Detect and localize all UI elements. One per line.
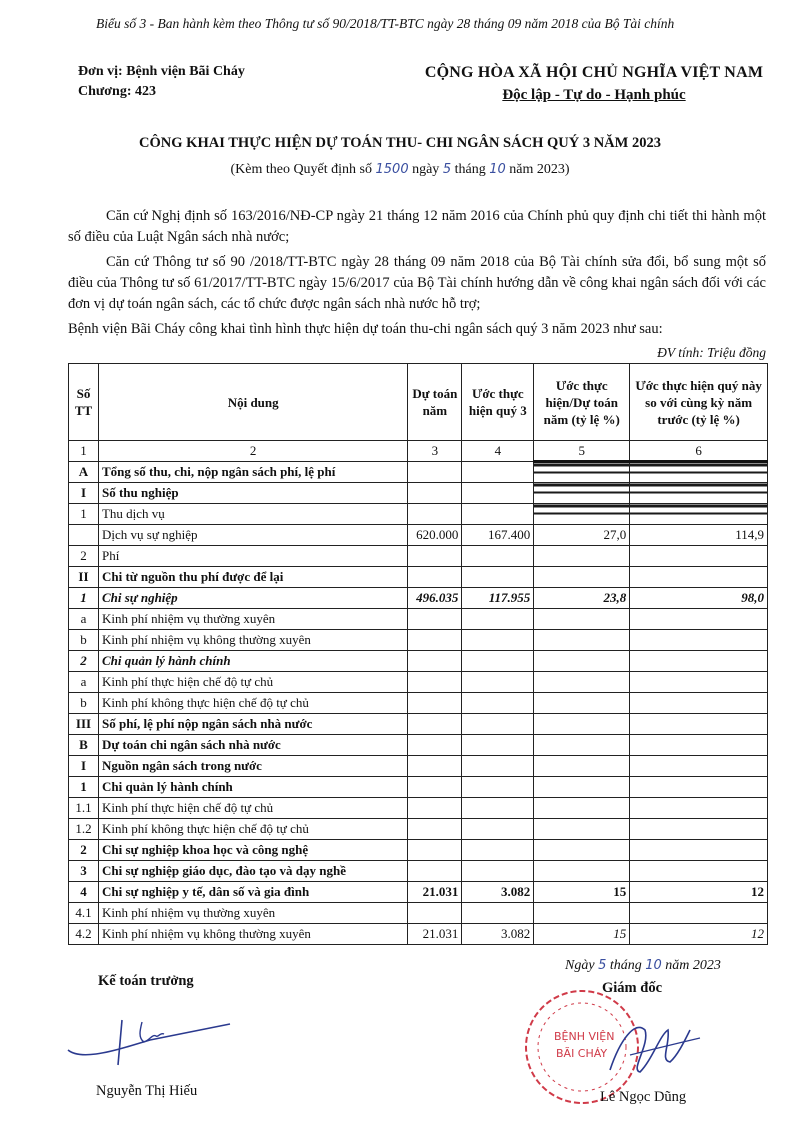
chapter-line: Chương: 423 <box>78 84 156 99</box>
row-annual-budget <box>408 735 462 756</box>
row-ratio-budget: 23,8 <box>534 588 630 609</box>
national-header <box>424 62 764 106</box>
date-mid: tháng <box>609 958 642 973</box>
row-stt: A <box>69 462 99 483</box>
index-row <box>69 441 768 462</box>
issuance-note: Biểu số 3 - Ban hành kèm theo Thông tư số 90/2018/TT-BTC ngày 28 tháng 09 năm 2018 của Bộ Tài chính <box>96 16 675 31</box>
row-q3-estimate <box>462 462 534 483</box>
row-q3-estimate <box>462 777 534 798</box>
row-stt: 4.1 <box>69 903 99 924</box>
row-q3-estimate <box>462 903 534 924</box>
row-ratio-prev-year <box>630 693 768 714</box>
row-annual-budget <box>408 567 462 588</box>
nation-motto: Độc lập - Tự do - Hạnh phúc <box>502 87 686 103</box>
row-q3-estimate <box>462 672 534 693</box>
row-content: Chi từ nguồn thu phí được để lại <box>98 567 407 588</box>
header-stt: Số TT <box>69 364 99 441</box>
nation-name: CỘNG HÒA XÃ HỘI CHỦ NGHĨA VIỆT NAM <box>424 64 764 81</box>
row-ratio-budget <box>534 546 630 567</box>
row-content: Chi quản lý hành chính <box>98 651 407 672</box>
row-stt: 1.2 <box>69 819 99 840</box>
stamp-line-2: BÃI CHÁY <box>556 1047 608 1060</box>
row-content: Phí <box>98 546 407 567</box>
row-stt: I <box>69 756 99 777</box>
row-annual-budget: 21.031 <box>408 924 462 945</box>
row-ratio-prev-year <box>630 819 768 840</box>
row-q3-estimate <box>462 861 534 882</box>
table-row <box>69 588 768 609</box>
table-row <box>69 861 768 882</box>
row-annual-budget <box>408 840 462 861</box>
table-row <box>69 672 768 693</box>
row-content: Chi sự nghiệp giáo dục, đào tạo và dạy nghề <box>98 861 407 882</box>
row-ratio-prev-year <box>630 462 768 483</box>
row-ratio-prev-year <box>630 756 768 777</box>
row-ratio-budget <box>534 462 630 483</box>
subtitle-mid2: tháng <box>454 162 486 177</box>
row-q3-estimate: 117.955 <box>462 588 534 609</box>
row-annual-budget <box>408 462 462 483</box>
subtitle-suffix: năm 2023) <box>509 162 570 177</box>
row-ratio-budget <box>534 672 630 693</box>
row-annual-budget <box>408 630 462 651</box>
row-ratio-prev-year <box>630 567 768 588</box>
row-content: Kinh phí nhiệm vụ không thường xuyên <box>98 924 407 945</box>
row-content: Kinh phí không thực hiện chế độ tự chủ <box>98 693 407 714</box>
row-q3-estimate <box>462 483 534 504</box>
row-content: Chi sự nghiệp <box>98 588 407 609</box>
row-ratio-budget <box>534 567 630 588</box>
header-content: Nội dung <box>98 364 407 441</box>
row-annual-budget <box>408 819 462 840</box>
header-ratio-prev-year: Ước thực hiện quý này so với cùng kỳ năm trước (tỷ lệ %) <box>630 364 768 441</box>
row-ratio-budget <box>534 693 630 714</box>
index-cell: 6 <box>630 441 768 462</box>
legal-basis-paragraph-2: Căn cứ Thông tư số 90 /2018/TT-BTC ngày 28 tháng 09 năm 2018 của Bộ Tài chính sửa đổi, bổ sung một số điều của Thông tư số 61/2017/TT-BTC ngày 15/6/2017 của Bộ Tài chính hướng dẫn về công khai ngân sách đối với các đơn vị dự toán ngân sách, các tổ chức được ngân sách nhà nước hỗ trợ; <box>68 254 766 312</box>
table-row <box>69 651 768 672</box>
budget-table <box>68 363 768 945</box>
row-content: Nguồn ngân sách trong nước <box>98 756 407 777</box>
director-name: Lê Ngọc Dũng <box>600 1089 687 1105</box>
row-ratio-prev-year <box>630 798 768 819</box>
row-ratio-prev-year: 12 <box>630 882 768 903</box>
row-ratio-prev-year <box>630 777 768 798</box>
row-stt: 1.1 <box>69 798 99 819</box>
table-row <box>69 630 768 651</box>
decision-day: 5 <box>442 162 452 177</box>
row-stt <box>69 525 99 546</box>
row-annual-budget <box>408 609 462 630</box>
director-title: Giám đốc <box>602 980 663 996</box>
row-content: Chi sự nghiệp y tế, dân số và gia đình <box>98 882 407 903</box>
row-content: Chi quản lý hành chính <box>98 777 407 798</box>
row-annual-budget <box>408 693 462 714</box>
subtitle-mid1: ngày <box>412 162 440 177</box>
row-ratio-prev-year <box>630 483 768 504</box>
row-ratio-budget: 15 <box>534 882 630 903</box>
row-annual-budget: 496.035 <box>408 588 462 609</box>
row-ratio-prev-year <box>630 861 768 882</box>
row-q3-estimate <box>462 714 534 735</box>
row-stt: b <box>69 693 99 714</box>
table-row <box>69 693 768 714</box>
row-content: Kinh phí không thực hiện chế độ tự chủ <box>98 819 407 840</box>
row-ratio-budget <box>534 504 630 525</box>
row-q3-estimate <box>462 546 534 567</box>
table-row <box>69 525 768 546</box>
row-stt: 1 <box>69 588 99 609</box>
row-ratio-prev-year <box>630 651 768 672</box>
table-row <box>69 462 768 483</box>
row-ratio-prev-year: 98,0 <box>630 588 768 609</box>
row-annual-budget <box>408 903 462 924</box>
row-ratio-budget <box>534 735 630 756</box>
row-stt: b <box>69 630 99 651</box>
row-ratio-budget <box>534 756 630 777</box>
row-ratio-prev-year <box>630 630 768 651</box>
row-ratio-prev-year <box>630 714 768 735</box>
row-q3-estimate: 3.082 <box>462 924 534 945</box>
row-ratio-prev-year <box>630 672 768 693</box>
table-row <box>69 714 768 735</box>
document-title: CÔNG KHAI THỰC HIỆN DỰ TOÁN THU- CHI NGÂN SÁCH QUÝ 3 NĂM 2023 <box>139 135 661 151</box>
row-ratio-budget: 27,0 <box>534 525 630 546</box>
row-q3-estimate <box>462 609 534 630</box>
row-annual-budget: 21.031 <box>408 882 462 903</box>
header-q3-estimate: Ước thực hiện quý 3 <box>462 364 534 441</box>
row-q3-estimate <box>462 630 534 651</box>
accountant-signature <box>60 1010 240 1070</box>
row-content: Kinh phí nhiệm vụ không thường xuyên <box>98 630 407 651</box>
index-cell: 1 <box>69 441 99 462</box>
row-annual-budget <box>408 546 462 567</box>
row-ratio-budget <box>534 819 630 840</box>
row-ratio-budget <box>534 651 630 672</box>
row-stt: I <box>69 483 99 504</box>
row-stt: 1 <box>69 777 99 798</box>
row-ratio-budget <box>534 840 630 861</box>
table-row <box>69 735 768 756</box>
date-prefix: Ngày <box>565 958 595 973</box>
row-q3-estimate <box>462 819 534 840</box>
row-annual-budget <box>408 483 462 504</box>
row-content: Tổng số thu, chi, nộp ngân sách phí, lệ phí <box>98 462 407 483</box>
row-ratio-prev-year <box>630 546 768 567</box>
table-row <box>69 546 768 567</box>
document-subtitle <box>0 162 800 178</box>
row-stt: a <box>69 609 99 630</box>
row-ratio-budget <box>534 714 630 735</box>
row-stt: 3 <box>69 861 99 882</box>
row-q3-estimate <box>462 651 534 672</box>
row-ratio-prev-year <box>630 504 768 525</box>
row-q3-estimate <box>462 756 534 777</box>
decision-number: 1500 <box>375 162 409 177</box>
date-day: 5 <box>598 958 607 973</box>
row-annual-budget <box>408 504 462 525</box>
row-stt: B <box>69 735 99 756</box>
index-cell: 2 <box>98 441 407 462</box>
accountant-title: Kế toán trưởng <box>98 973 194 989</box>
row-ratio-budget <box>534 861 630 882</box>
table-row <box>69 840 768 861</box>
unit-note: ĐV tính: Triệu đồng <box>657 345 766 360</box>
table-row <box>69 882 768 903</box>
table-row <box>69 756 768 777</box>
row-annual-budget <box>408 672 462 693</box>
table-row <box>69 609 768 630</box>
index-cell: 4 <box>462 441 534 462</box>
table-row <box>69 504 768 525</box>
issuing-unit <box>78 62 245 102</box>
intro-paragraph: Bệnh viện Bãi Cháy công khai tình hình thực hiện dự toán thu-chi ngân sách quý 3 năm 2023 như sau: <box>68 321 663 337</box>
subtitle-prefix: (Kèm theo Quyết định số <box>230 162 372 177</box>
table-row <box>69 924 768 945</box>
row-q3-estimate <box>462 798 534 819</box>
row-ratio-budget <box>534 609 630 630</box>
director-signature <box>590 1000 710 1095</box>
row-content: Kinh phí thực hiện chế độ tự chủ <box>98 798 407 819</box>
row-annual-budget <box>408 798 462 819</box>
row-ratio-budget <box>534 798 630 819</box>
row-stt: 4 <box>69 882 99 903</box>
row-content: Chi sự nghiệp khoa học và công nghệ <box>98 840 407 861</box>
row-content: Kinh phí nhiệm vụ thường xuyên <box>98 903 407 924</box>
row-stt: II <box>69 567 99 588</box>
accountant-name: Nguyễn Thị Hiếu <box>96 1083 198 1099</box>
row-q3-estimate: 167.400 <box>462 525 534 546</box>
table-body <box>69 441 768 945</box>
row-annual-budget <box>408 777 462 798</box>
header-annual-budget: Dự toán năm <box>408 364 462 441</box>
date-month: 10 <box>645 958 662 973</box>
row-content: Số phí, lệ phí nộp ngân sách nhà nước <box>98 714 407 735</box>
row-q3-estimate: 3.082 <box>462 882 534 903</box>
row-stt: 2 <box>69 546 99 567</box>
row-ratio-prev-year <box>630 840 768 861</box>
row-stt: 1 <box>69 504 99 525</box>
row-ratio-budget <box>534 483 630 504</box>
row-annual-budget <box>408 651 462 672</box>
table-row <box>69 777 768 798</box>
table-row <box>69 903 768 924</box>
row-q3-estimate <box>462 735 534 756</box>
row-ratio-prev-year <box>630 735 768 756</box>
row-content: Dịch vụ sự nghiệp <box>98 525 407 546</box>
row-stt: a <box>69 672 99 693</box>
table-row <box>69 819 768 840</box>
row-content: Kinh phí thực hiện chế độ tự chủ <box>98 672 407 693</box>
row-annual-budget <box>408 714 462 735</box>
unit-line: Đơn vị: Bệnh viện Bãi Cháy <box>78 64 245 79</box>
legal-basis-paragraph-1: Căn cứ Nghị định số 163/2016/NĐ-CP ngày 21 tháng 12 năm 2016 của Chính phủ quy định chi tiết thi hành một số điều của Luật Ngân sách nhà nước; <box>68 208 766 245</box>
row-ratio-prev-year: 114,9 <box>630 525 768 546</box>
row-stt: 2 <box>69 840 99 861</box>
table-row <box>69 798 768 819</box>
signing-date <box>565 958 721 974</box>
row-q3-estimate <box>462 693 534 714</box>
row-q3-estimate <box>462 567 534 588</box>
row-annual-budget <box>408 861 462 882</box>
row-annual-budget <box>408 756 462 777</box>
row-ratio-budget <box>534 903 630 924</box>
table-header-row <box>69 364 768 441</box>
date-suffix: năm 2023 <box>665 958 721 973</box>
row-ratio-budget <box>534 630 630 651</box>
row-content: Số thu nghiệp <box>98 483 407 504</box>
row-content: Thu dịch vụ <box>98 504 407 525</box>
row-ratio-prev-year: 12 <box>630 924 768 945</box>
row-content: Dự toán chi ngân sách nhà nước <box>98 735 407 756</box>
table-row <box>69 567 768 588</box>
index-cell: 3 <box>408 441 462 462</box>
row-q3-estimate <box>462 504 534 525</box>
index-cell: 5 <box>534 441 630 462</box>
row-content: Kinh phí nhiệm vụ thường xuyên <box>98 609 407 630</box>
table-row <box>69 483 768 504</box>
row-ratio-budget: 15 <box>534 924 630 945</box>
row-ratio-budget <box>534 777 630 798</box>
header-ratio-budget: Ước thực hiện/Dự toán năm (tỷ lệ %) <box>534 364 630 441</box>
decision-month: 10 <box>489 162 506 177</box>
row-stt: 2 <box>69 651 99 672</box>
stamp-line-1: BỆNH VIỆN <box>554 1030 615 1043</box>
row-stt: 4.2 <box>69 924 99 945</box>
row-annual-budget: 620.000 <box>408 525 462 546</box>
row-ratio-prev-year <box>630 903 768 924</box>
row-ratio-prev-year <box>630 609 768 630</box>
row-q3-estimate <box>462 840 534 861</box>
row-stt: III <box>69 714 99 735</box>
